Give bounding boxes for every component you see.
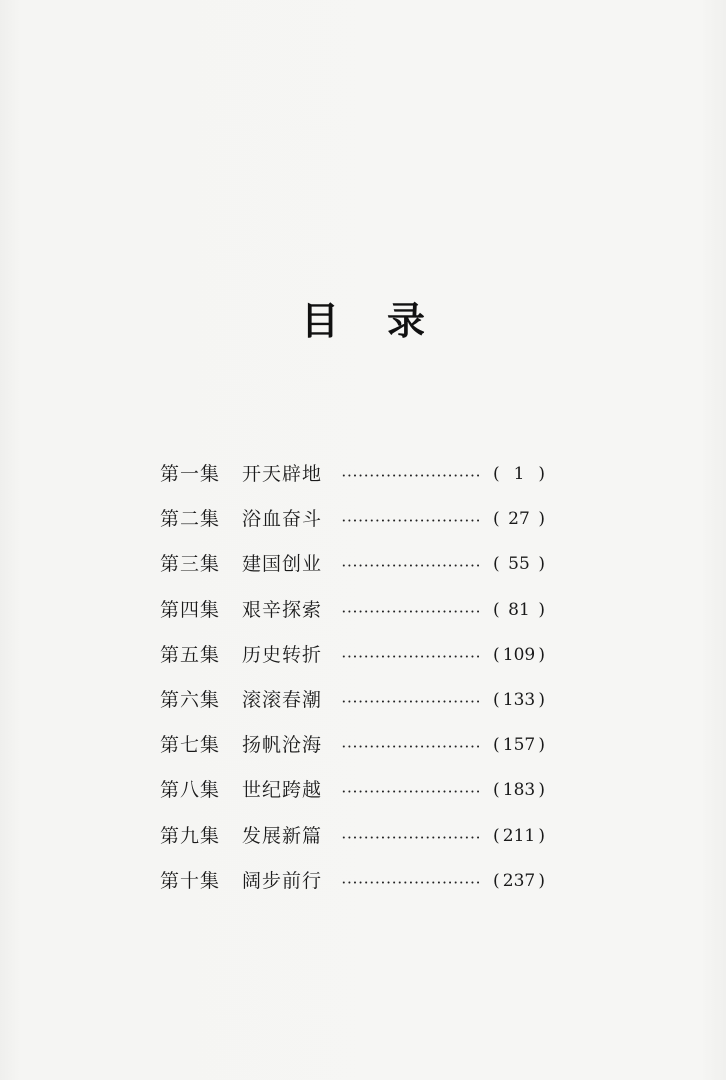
page-number: ( 183 ) <box>493 780 545 801</box>
page-number: ( 1 ) <box>493 464 545 484</box>
dot-leader <box>341 790 481 793</box>
chapter-title: 世纪跨越 <box>242 779 323 802</box>
dot-leader <box>341 700 481 703</box>
dot-leader <box>341 836 481 839</box>
chapter-title: 开天辟地 <box>242 463 323 485</box>
toc-entry <box>160 859 550 904</box>
page-number: ( 27 ) <box>493 509 545 530</box>
page-number: ( 109 ) <box>493 644 545 665</box>
chapter-title: 历史转折 <box>242 643 323 666</box>
chapter-title: 浴血奋斗 <box>242 508 323 531</box>
episode-number: 第七集 <box>160 734 221 757</box>
dot-leader <box>341 655 481 658</box>
chapter-title: 发展新篇 <box>242 824 323 847</box>
toc-entry <box>160 633 550 678</box>
chapter-title: 滚滚春潮 <box>242 688 323 711</box>
toc-entry <box>160 723 550 768</box>
table-of-contents <box>160 452 550 904</box>
dot-leader <box>341 474 481 477</box>
page-number: ( 237 ) <box>493 870 545 891</box>
chapter-title: 扬帆沧海 <box>242 734 323 757</box>
dot-leader <box>341 564 481 567</box>
episode-number: 第五集 <box>160 643 221 666</box>
dot-leader <box>341 745 481 748</box>
dot-leader <box>341 519 481 522</box>
page-number: ( 81 ) <box>493 599 545 620</box>
page-number: ( 157 ) <box>493 735 545 756</box>
page-number: ( 211 ) <box>493 825 545 846</box>
dot-leader <box>341 881 481 884</box>
episode-number: 第一集 <box>160 463 221 485</box>
page-title: 目录 <box>300 299 473 343</box>
toc-entry <box>160 768 550 813</box>
chapter-title: 建国创业 <box>242 553 323 576</box>
episode-number: 第十集 <box>160 869 221 892</box>
toc-entry <box>160 588 550 633</box>
episode-number: 第八集 <box>160 779 221 802</box>
episode-number: 第九集 <box>160 824 221 847</box>
page-number: ( 55 ) <box>493 554 545 575</box>
toc-entry <box>160 497 550 542</box>
episode-number: 第六集 <box>160 688 221 711</box>
episode-number: 第三集 <box>160 553 221 576</box>
episode-number: 第四集 <box>160 598 221 621</box>
toc-entry <box>160 814 550 859</box>
page-number: ( 133 ) <box>493 689 545 710</box>
episode-number: 第二集 <box>160 508 221 531</box>
dot-leader <box>341 610 481 613</box>
toc-entry <box>160 452 550 497</box>
chapter-title: 艰辛探索 <box>242 598 323 621</box>
toc-entry <box>160 678 550 723</box>
chapter-title: 阔步前行 <box>242 869 323 892</box>
toc-entry <box>160 542 550 587</box>
